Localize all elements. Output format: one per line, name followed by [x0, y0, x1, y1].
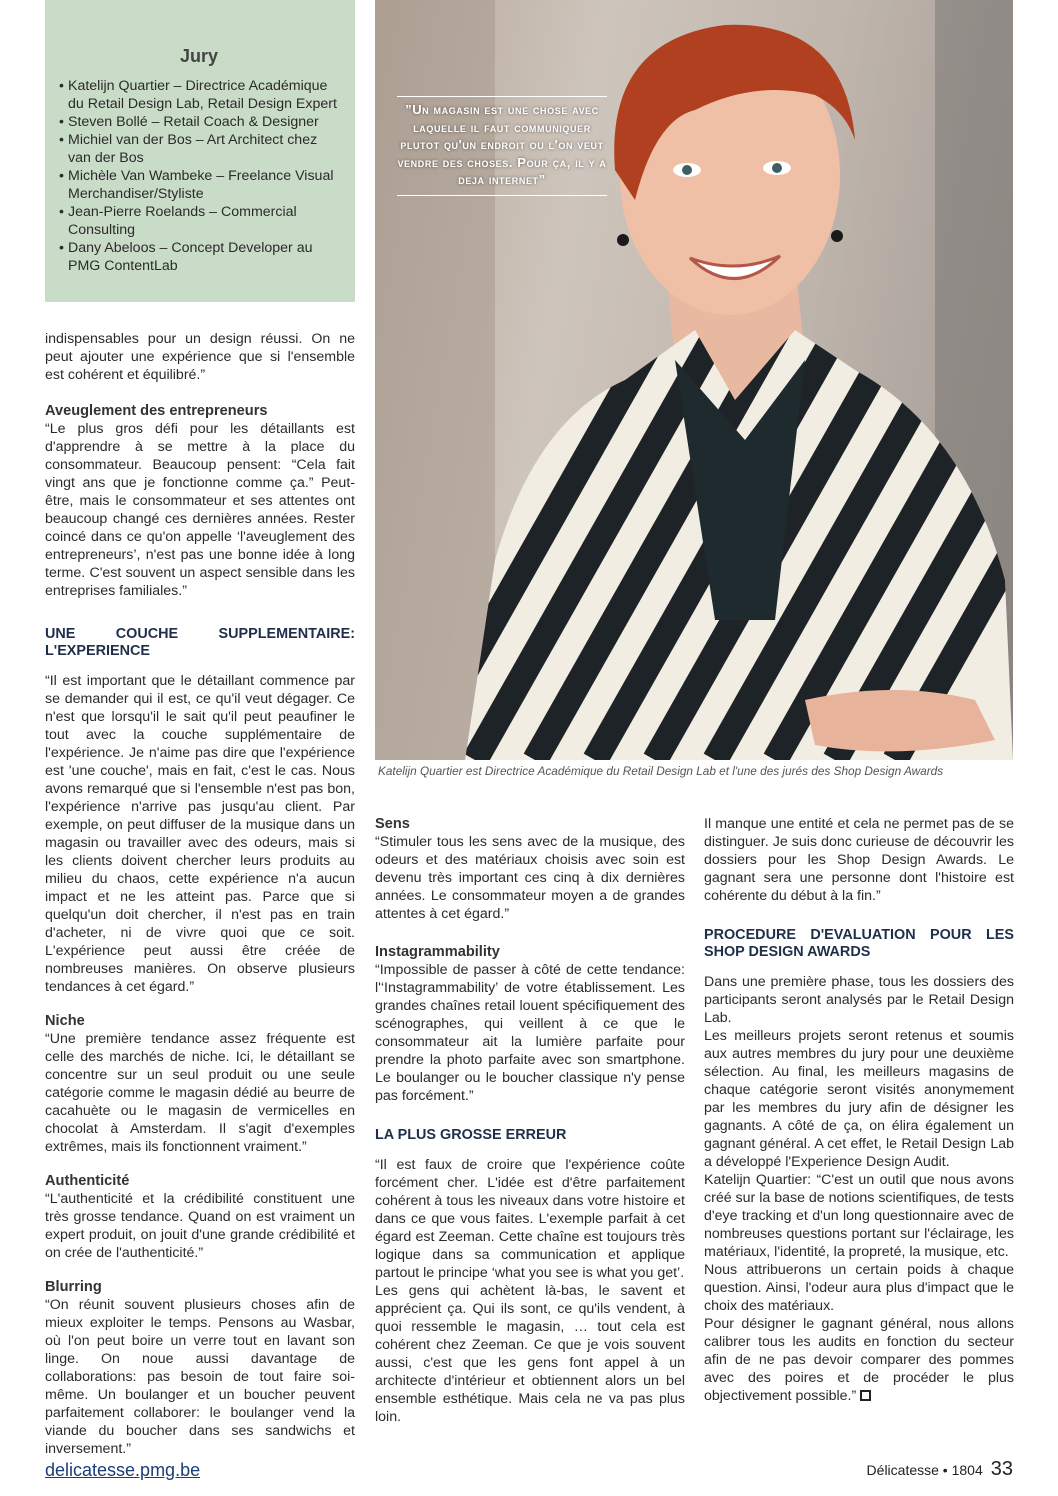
- paragraph: indispensables pour un design réussi. On ne peut ajouter une expérience que si l'ensemble est cohérent et équilibré.”: [45, 331, 355, 383]
- end-of-article-icon: [860, 1390, 871, 1401]
- paragraph: “Impossible de passer à côté de cette tendance: l'‘Instagrammability’ de votre établissement. Les grandes chaînes retail louent spécifiquement des scénographes, qui veillent à ce que le consommateur ait la lumière parfaite pour prendre la photo parfaite avec son smartphone. Le boulanger ou le boucher classique n'y pense pas forcément.”: [375, 962, 685, 1104]
- subheading-aveuglement: Aveuglement des entrepreneurs: [45, 403, 268, 419]
- paragraph: Nous attribuerons un certain poids à chaque question. Ainsi, l'odeur aura plus d'impact que le choix des matériaux.: [704, 1262, 1014, 1314]
- jury-member: • Jean-Pierre Roelands – Commercial Consulting: [59, 203, 339, 239]
- article-column-2: [375, 815, 685, 1426]
- paragraph: Les meilleurs projets seront retenus et soumis aux autres membres du jury pour une deuxième sélection. Au final, les meilleurs magasins de chaque catégorie seront visités anonymement par les membres du jury afin de désigner les gagnants. A côté de ça, on élira également un gagnant général. A cet effet, le Retail Design Lab a développé l'Experience Design Audit.: [704, 1028, 1014, 1170]
- magazine-issue: Délicatesse • 1804: [866, 1462, 983, 1478]
- page-footer: [867, 1458, 1013, 1481]
- paragraph: “L'authenticité et la crédibilité constituent une très grosse tendance. Quand on est vraiment un expert produit, on jouit d'une grande crédibilité et on crée de l'authenticité.”: [45, 1191, 355, 1261]
- subheading-authenticite: Authenticité: [45, 1173, 130, 1189]
- paragraph: Les gens qui achètent là-bas, le savent et apprécient ça. Qui ils sont, ce qu'ils vendent, à quoi ressemble le magasin, … tout cela est cohérent chez Zeeman. Ce que je vois souvent aussi, c'est que les gens font appel à un architecte d'intérieur et obtiennent alors un bel ensemble esthétique. Mais cela ne va pas plus loin.: [375, 1283, 685, 1425]
- paragraph: “Il est faux de croire que l'expérience coûte forcément cher. L'idée est d'être parfaitement cohérent à tous les niveaux dans votre histoire et dans ce que vous faites. L'exemple parfait à cet égard est Zeeman. Cette chaîne est toujours très logique dans sa communication et applique partout le principe ‘what you see is what you get’.: [375, 1157, 685, 1281]
- subheading-blurring: Blurring: [45, 1279, 102, 1295]
- paragraph: “Le plus gros défi pour les détaillants est d'apprendre à se mettre à la place du consommateur. Beaucoup pensent: “Cela fait vingt ans que je fonctionne comme ça.” Peut-être, mais le consommateur et ses attentes ont beaucoup changé ces dernières années. Rester coincé dans ce qu'on appelle ‘l'aveuglement des entrepreneurs’, n'est pas une bonne idée à long terme. C'est souvent un aspect sensible dans les entreprises familiales.”: [45, 421, 355, 599]
- jury-title: Jury: [179, 46, 219, 66]
- paragraph: Katelijn Quartier: “C'est un outil que nous avons créé sur la base de notions scientifiques, de tests d'eye tracking et d'un long questionnaire avec de nombreuses questions portant sur l'éclairage, les matériaux, l'identité, la propreté, la musique, etc.: [704, 1172, 1014, 1260]
- paragraph: “Il est important que le détaillant commence par se demander qui il est, ce qu'il veut dégager. Ce n'est que lorsqu'il le sait qu'il peut peaufiner le tout avec la couche supplémentaire de l'expérience. Je n'aime pas dire que l'expérience est 'une couche', mais en fait, c'est le cas. Nous avons remarqué que si l'ensemble n'est pas bon, l'expérience n'arrive pas jusqu'au client. Par exemple, on peut diffuser de la musique dans un magasin ou travailler avec des odeurs, mais si les clients doivent chercher leurs produits au milieu du chaos, cette expérience n'a aucun impact et ne les atteint pas. Parce que si quelqu'un doit chercher, il n'est pas en train d'acheter, ni de vivre quoi que ce soit. L'expérience peut aussi être créée de nombreuses manières. On observe plusieurs tendances à cet égard.”: [45, 673, 355, 995]
- pull-quote: ”Un magasin est une chose avec laquelle il faut communiquer plutot qu'un endroit ou l'on veut vendre des choses. Pour ça, il y a deja internet”: [397, 96, 607, 196]
- paragraph: “Stimuler tous les sens avec de la musique, des odeurs et des matériaux choisis avec soin est devenu très important ces cinq à dix dernières années. Le consommateur moyen a de grandes attentes à cet égard.”: [375, 834, 685, 922]
- website-link[interactable]: delicatesse.pmg.be: [45, 1460, 201, 1480]
- paragraph: “On réunit souvent plusieurs choses afin de mieux exploiter le temps. Pensons au Wasbar, où l'on peut boire un verre tout en lavant son linge. On noue aussi davantage de collaborations: pas besoin de tout faire soi-même. Un boulanger et un boucher peuvent parfaitement collaborer: le boulanger vend la viande du boucher dans ses sandwichs et inversement.”: [45, 1297, 355, 1457]
- jury-list: [59, 77, 339, 275]
- paragraph: Dans une première phase, tous les dossiers des participants seront analysés par le Retail Design Lab.: [704, 974, 1014, 1026]
- subheading-sens: Sens: [375, 816, 410, 832]
- page-number: 33: [990, 1458, 1013, 1480]
- paragraph: [704, 1315, 1014, 1405]
- jury-box: [45, 0, 355, 302]
- paragraph: Il manque une entité et cela ne permet pas de se distinguer. Je suis donc curieuse de découvrir les dossiers pour les Shop Design Awards. Le gagnant sera une personne dont l'histoire est cohérente du début à la fin.”: [704, 816, 1014, 904]
- jury-member: • Michiel van der Bos – Art Architect chez van der Bos: [59, 131, 339, 167]
- section-heading-procedure: PROCEDURE D'EVALUATION POUR LES SHOP DESIGN AWARDS: [704, 927, 1014, 960]
- paragraph-text: Pour désigner le gagnant général, nous allons calibrer tous les audits en fonction du secteur afin de ne pas devoir comparer des pommes avec des poires et de procéder le plus objectivement possible.”: [704, 1316, 1014, 1404]
- jury-member: • Katelijn Quartier – Directrice Académique du Retail Design Lab, Retail Design Expert: [59, 77, 339, 113]
- article-column-3: [704, 815, 1014, 1405]
- jury-member: • Steven Bollé – Retail Coach & Designer: [59, 113, 339, 131]
- portrait-photo: [375, 0, 1013, 760]
- article-column-1: [45, 330, 355, 1458]
- subheading-niche: Niche: [45, 1013, 85, 1029]
- subheading-instagrammability: Instagrammability: [375, 944, 500, 960]
- section-heading-couche: UNE COUCHE SUPPLEMENTAIRE: L'EXPERIENCE: [45, 626, 355, 659]
- photo-caption: Katelijn Quartier est Directrice Académique du Retail Design Lab et l'une des jurés des Shop Design Awards: [378, 764, 944, 778]
- section-heading-erreur: LA PLUS GROSSE ERREUR: [375, 1127, 567, 1143]
- jury-member: • Michèle Van Wambeke – Freelance Visual Merchandiser/Styliste: [59, 167, 339, 203]
- paragraph: “Une première tendance assez fréquente est celle des marchés de niche. Ici, le détaillant se concentre sur un seul produit ou une seule catégorie comme le magasin dédié au beurre de cacahuète ou le magasin de vermicelles en chocolat à Amsterdam. Il s'agit d'exemples extrêmes, mais ils fonctionnent vraiment.”: [45, 1031, 355, 1155]
- jury-member: • Dany Abeloos – Concept Developer au PMG ContentLab: [59, 239, 339, 275]
